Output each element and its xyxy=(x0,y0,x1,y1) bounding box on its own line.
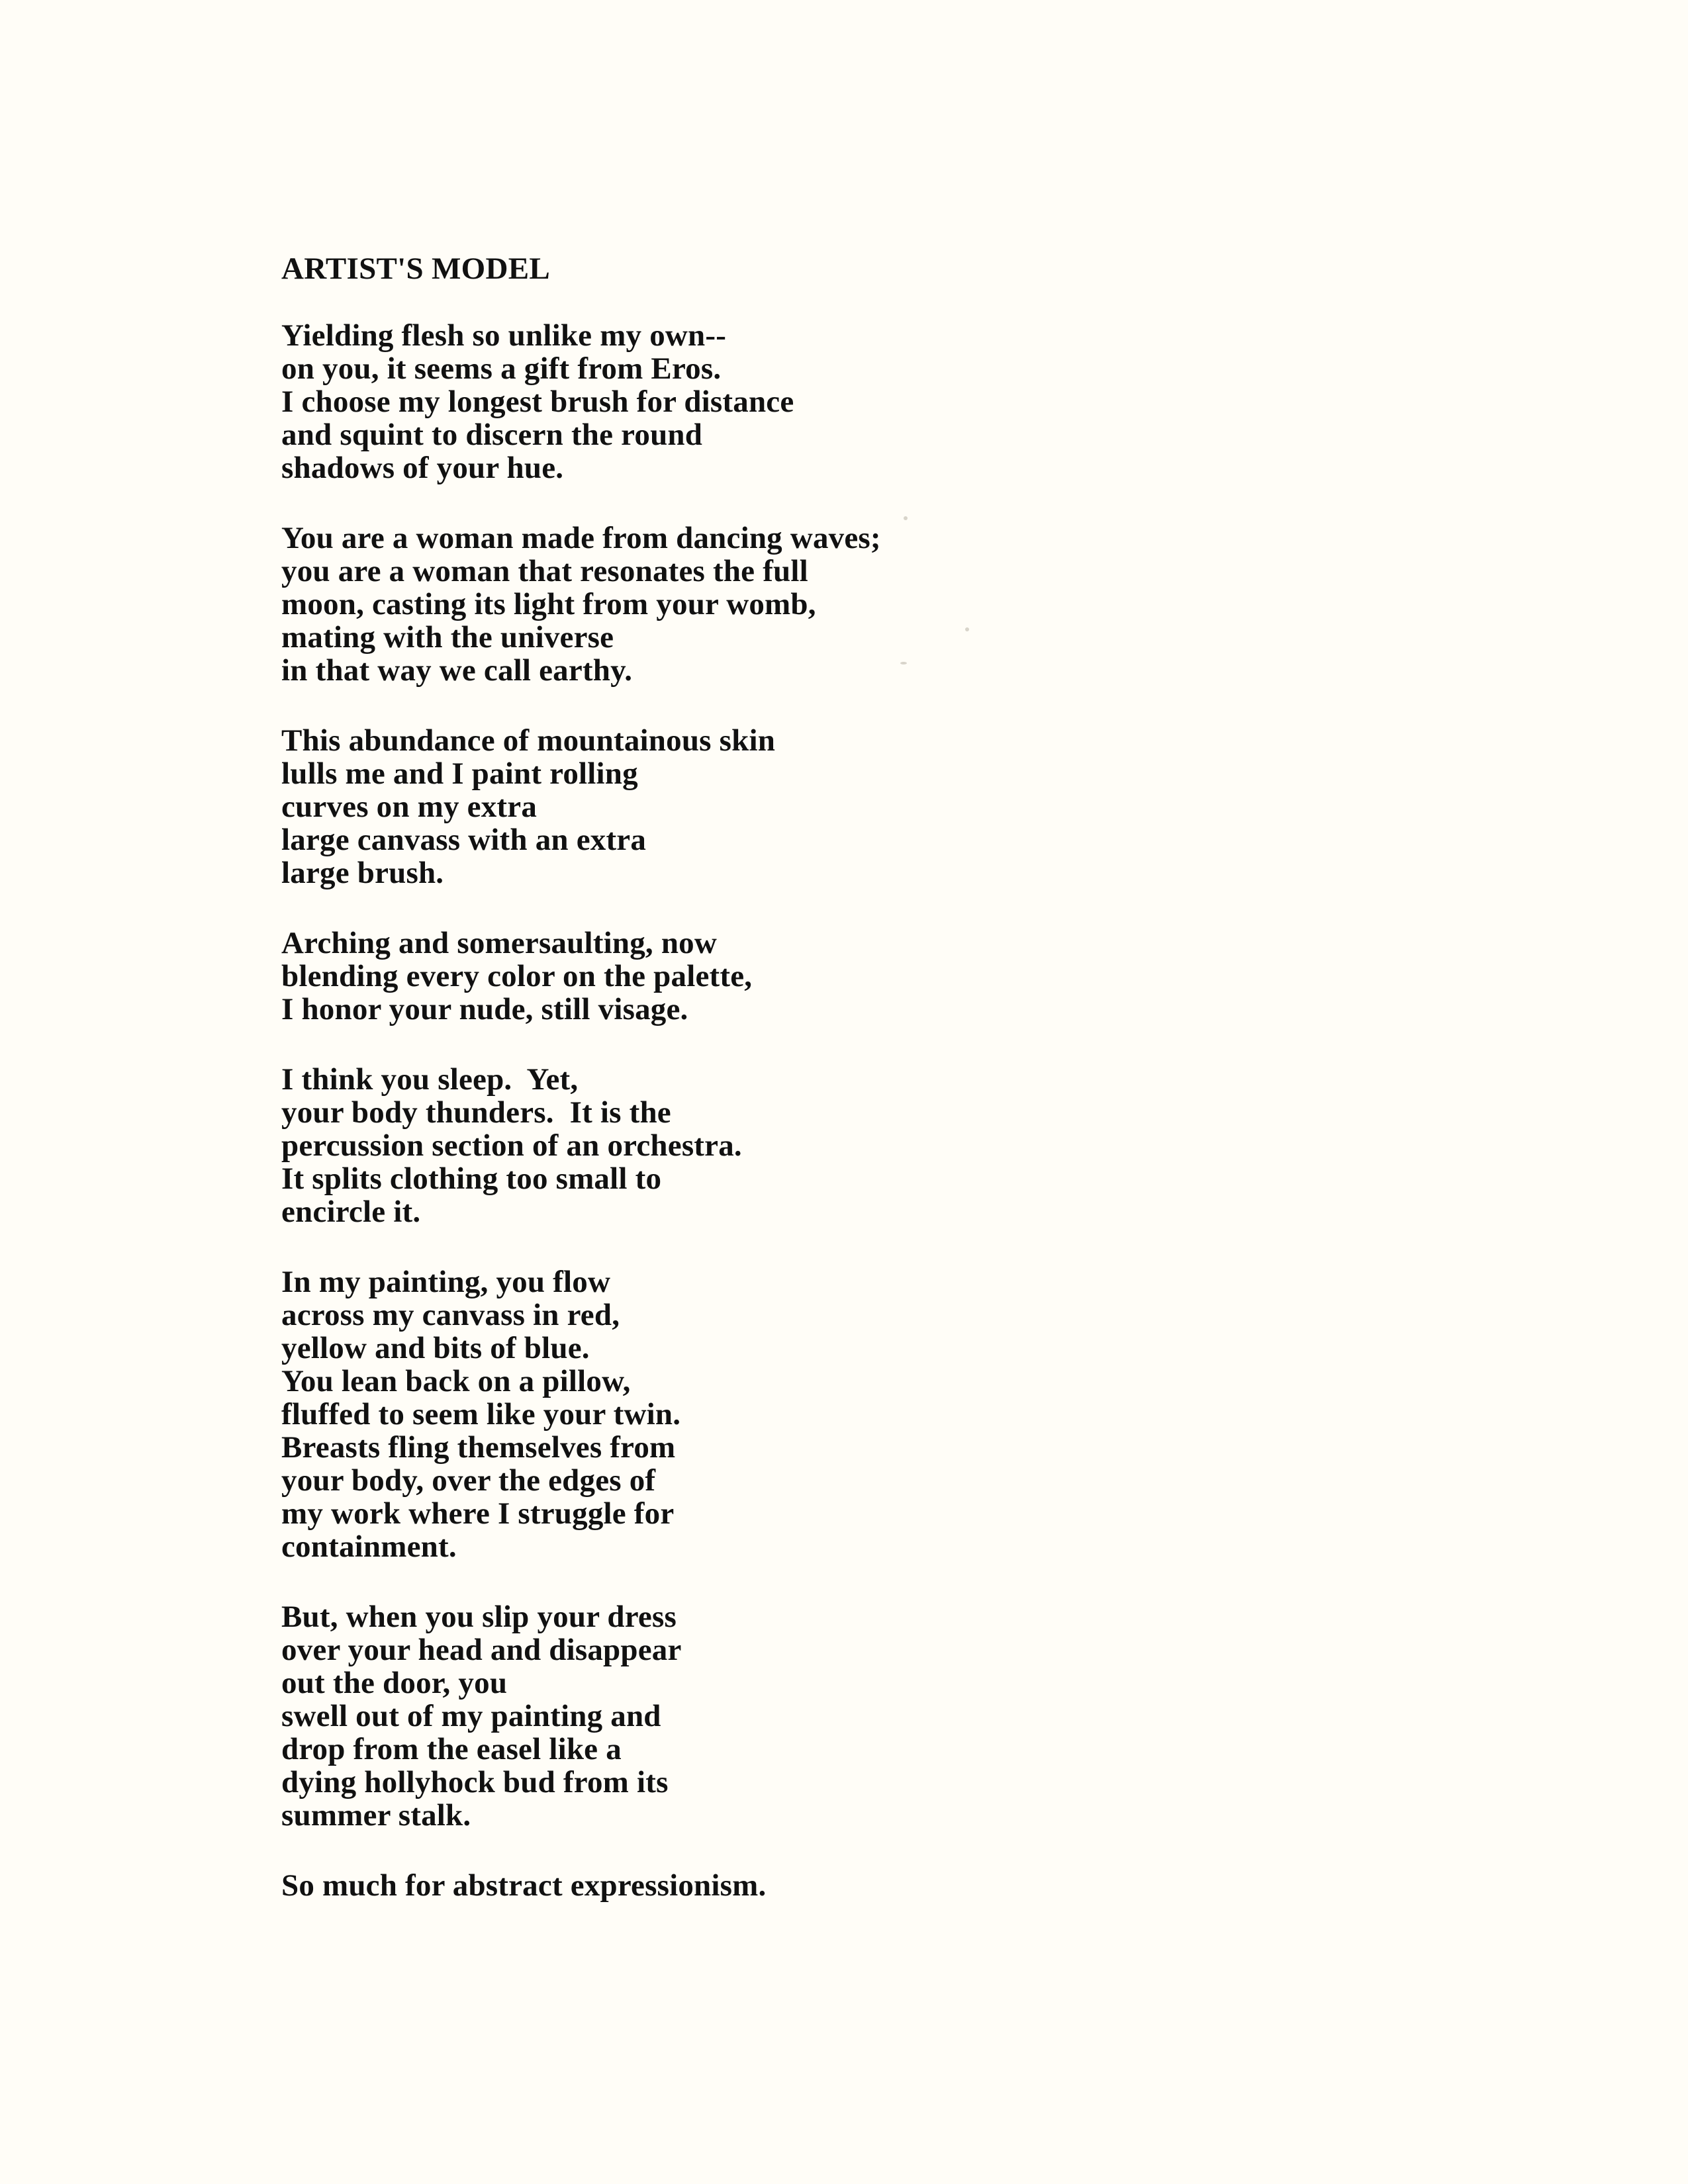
poem-line: large brush. xyxy=(281,856,444,890)
poem-line: yellow and bits of blue. xyxy=(281,1331,590,1365)
poem-line: in that way we call earthy. xyxy=(281,653,633,688)
poem-line: curves on my extra xyxy=(281,790,538,824)
poem-line: I honor your nude, still visage. xyxy=(281,992,688,1026)
poem-line: and squint to discern the round xyxy=(281,418,703,452)
poem-line: This abundance of mountainous skin xyxy=(281,723,776,758)
poem-line: containment. xyxy=(281,1529,457,1564)
poem-line: It splits clothing too small to xyxy=(281,1161,662,1196)
poem-line: I think you sleep. Yet, xyxy=(281,1062,579,1097)
poem-line: In my painting, you flow xyxy=(281,1265,611,1299)
poem-line: summer stalk. xyxy=(281,1798,471,1833)
stanza xyxy=(281,319,1340,484)
poem-line: encircle it. xyxy=(281,1195,421,1229)
poem-line: So much for abstract expressionism. xyxy=(281,1868,767,1903)
poem-line: blending every color on the palette, xyxy=(281,959,753,993)
poem-line: over your head and disappear xyxy=(281,1633,682,1667)
poem-line: Arching and somersaulting, now xyxy=(281,926,718,960)
poem-line: Yielding flesh so unlike my own-- xyxy=(281,318,727,353)
poem-page xyxy=(281,250,1340,1939)
poem-line: percussion section of an orchestra. xyxy=(281,1128,742,1163)
poem-body xyxy=(281,319,1340,1902)
poem-line: drop from the easel like a xyxy=(281,1732,622,1766)
stanza xyxy=(281,724,1340,889)
stanza xyxy=(281,522,1340,687)
poem-line: out the door, you xyxy=(281,1666,508,1700)
poem-line: lulls me and I paint rolling xyxy=(281,756,638,791)
poem-line: But, when you slip your dress xyxy=(281,1600,677,1634)
poem-line: large canvass with an extra xyxy=(281,823,647,857)
poem-line: dying hollyhock bud from its xyxy=(281,1765,669,1799)
poem-line: my work where I struggle for xyxy=(281,1496,675,1531)
stanza xyxy=(281,1063,1340,1228)
poem-line: fluffed to seem like your twin. xyxy=(281,1397,681,1432)
paper-speck xyxy=(965,627,969,631)
paper-speck xyxy=(904,516,908,520)
poem-line: Breasts fling themselves from xyxy=(281,1430,676,1465)
poem-line: mating with the universe xyxy=(281,620,614,655)
poem-line: shadows of your hue. xyxy=(281,451,564,485)
stanza xyxy=(281,1869,1340,1902)
poem-line: You lean back on a pillow, xyxy=(281,1364,631,1398)
poem-title: ARTIST'S MODEL xyxy=(281,251,551,286)
stanza xyxy=(281,1265,1340,1563)
poem-line: your body, over the edges of xyxy=(281,1463,656,1498)
poem-line: you are a woman that resonates the full xyxy=(281,554,808,588)
poem-line: on you, it seems a gift from Eros. xyxy=(281,351,722,386)
poem-line: moon, casting its light from your womb, xyxy=(281,587,816,621)
poem-line: your body thunders. It is the xyxy=(281,1095,671,1130)
poem-line: across my canvass in red, xyxy=(281,1298,620,1332)
stanza xyxy=(281,1600,1340,1832)
paper-speck xyxy=(900,662,907,664)
stanza xyxy=(281,927,1340,1026)
poem-line: You are a woman made from dancing waves; xyxy=(281,521,881,555)
poem-line: swell out of my painting and xyxy=(281,1699,661,1733)
poem-line: I choose my longest brush for distance xyxy=(281,385,794,419)
